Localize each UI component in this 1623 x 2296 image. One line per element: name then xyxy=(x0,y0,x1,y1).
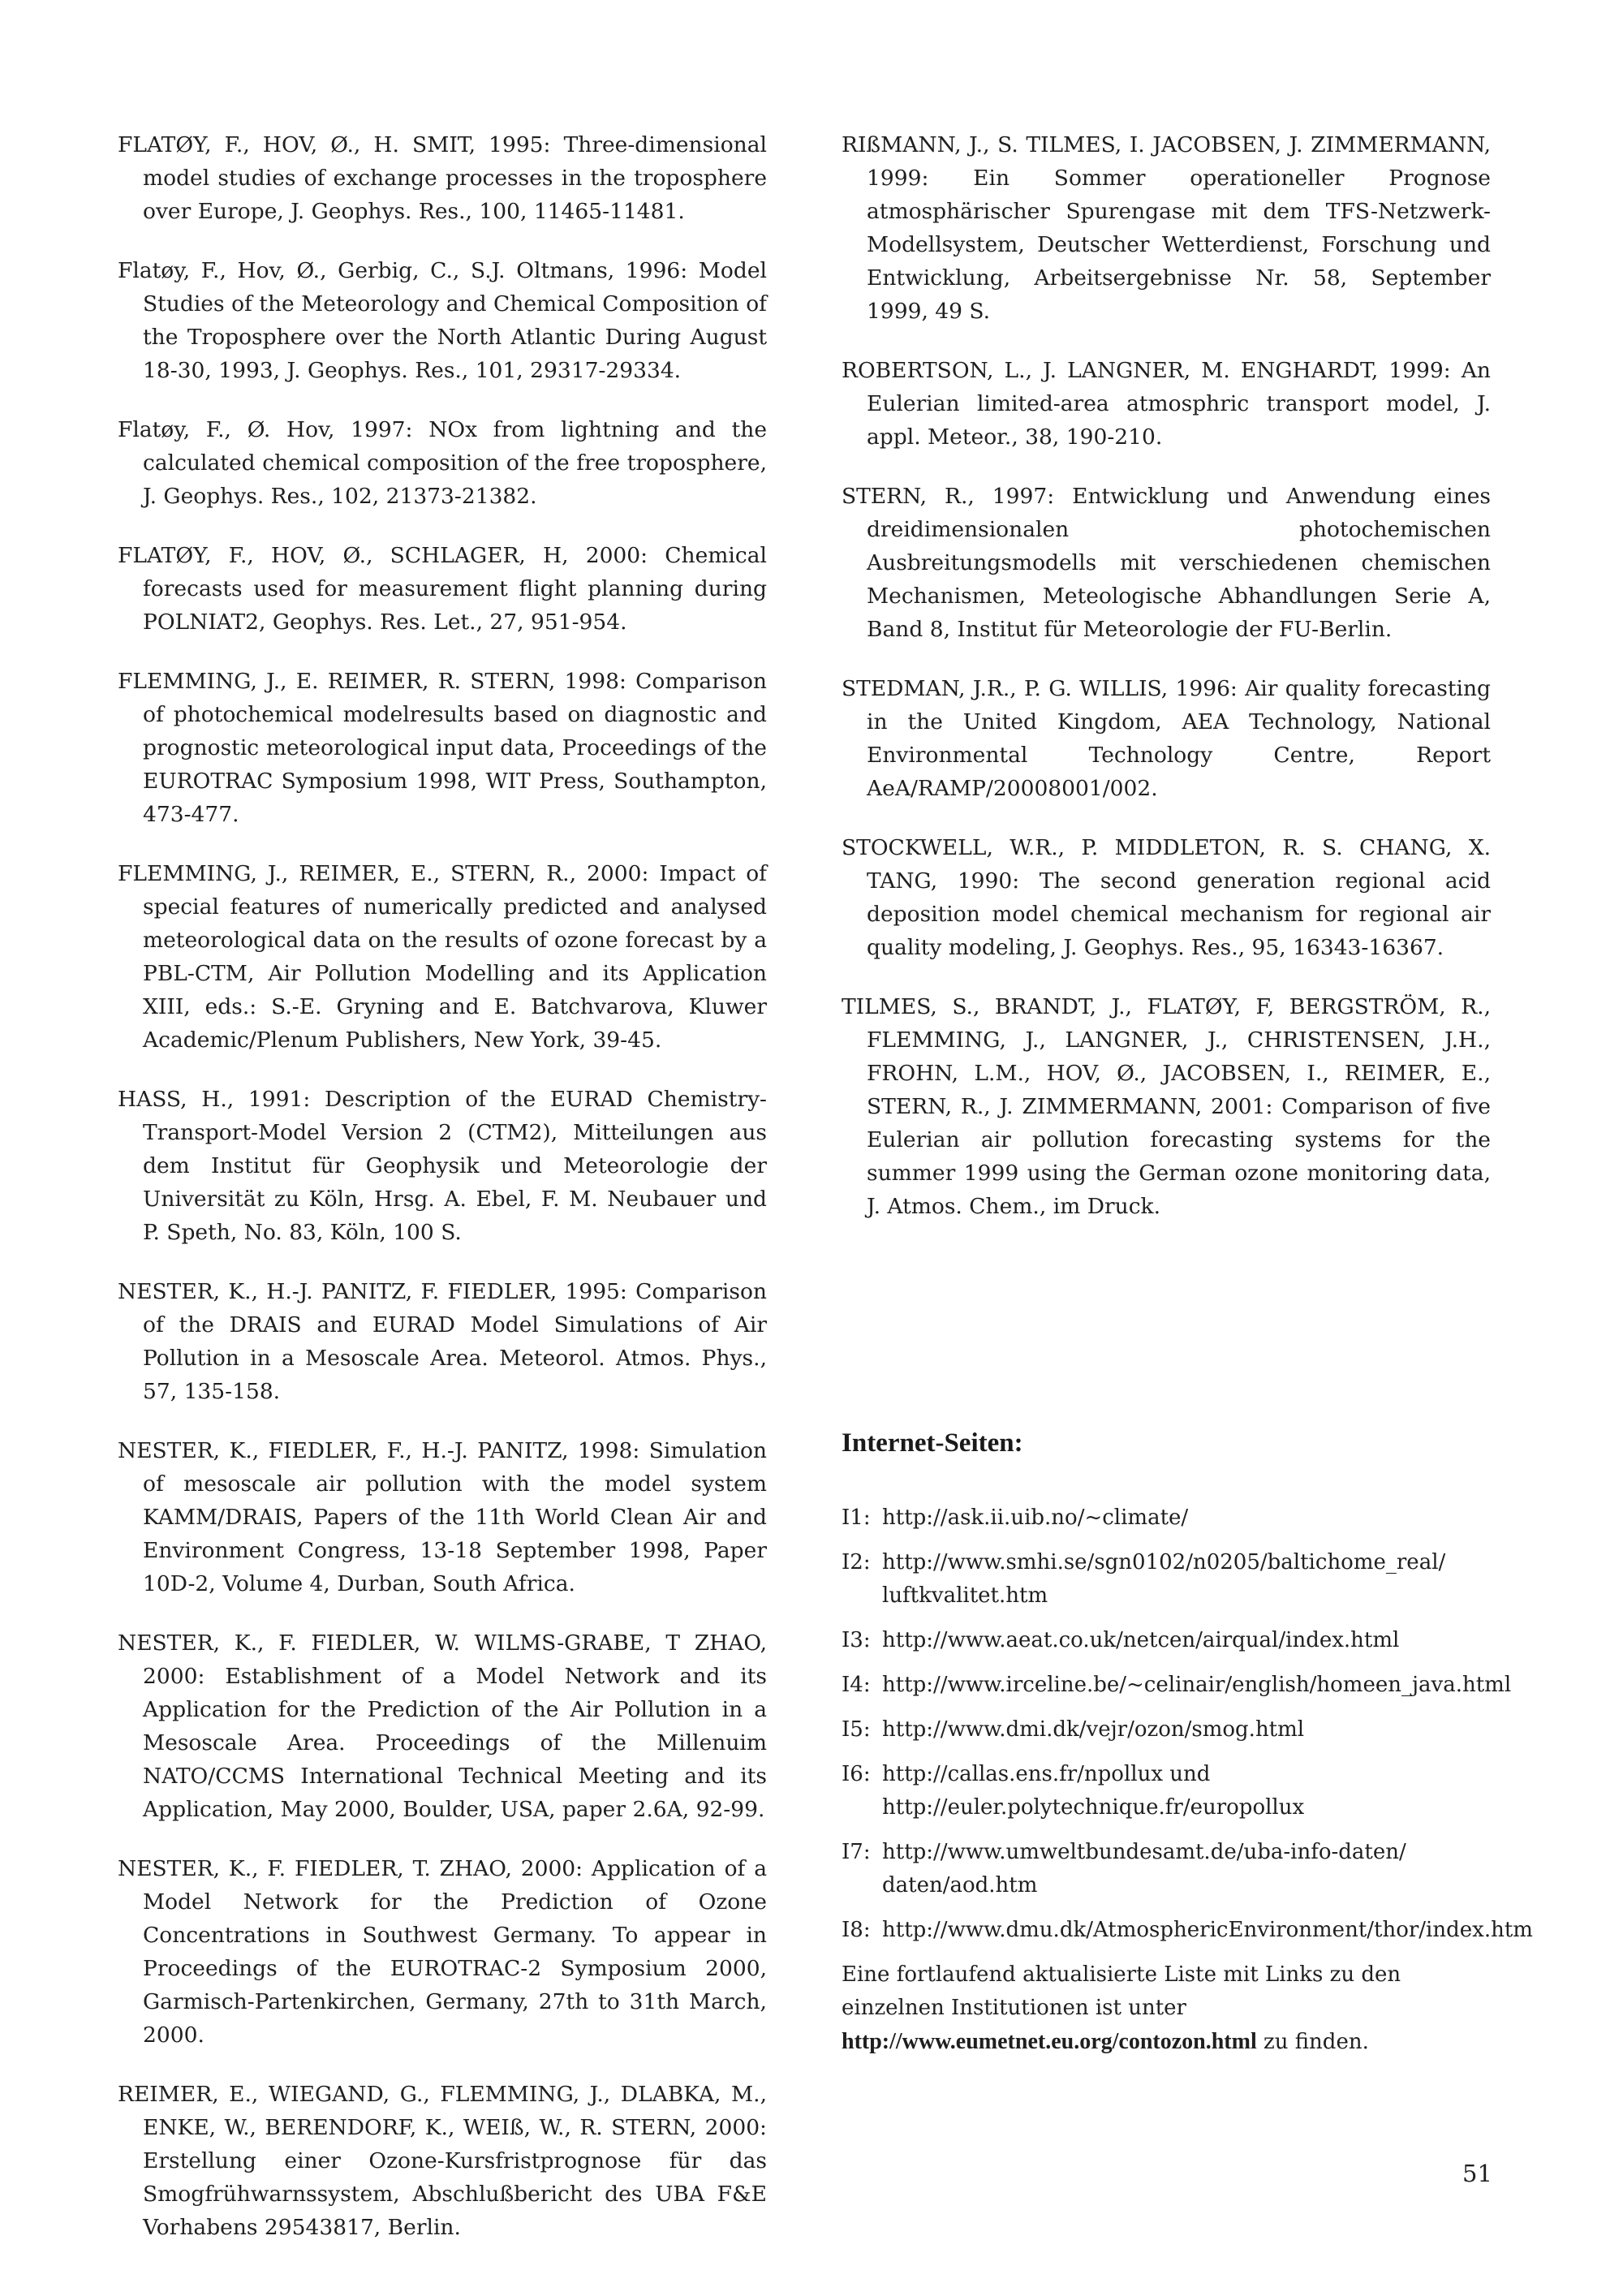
link-url[interactable]: http://www.smhi.se/sgn0102/n0205/baltichome_real/ xyxy=(882,1550,1446,1574)
internet-links-list xyxy=(842,1501,1533,2080)
internet-link-item xyxy=(842,1713,1491,1747)
reference-entry: STEDMAN, J.R., P. G. WILLIS, 1996: Air quality forecasting in the United Kingdom, AEA Technology, National Environmental Technology Centre, Report AeA/RAMP/20008001/002. xyxy=(842,676,1491,801)
note-prefix: Eine fortlaufend aktualisierte Liste mit Links zu den einzelnen Institutionen ist unter xyxy=(842,1962,1401,2020)
link-url[interactable]: http://callas.ens.fr/npollux und xyxy=(882,1762,1211,1786)
link-label: I4: xyxy=(842,1673,871,1697)
link-urls xyxy=(882,1758,1491,1824)
link-label: I8: xyxy=(842,1918,871,1942)
link-urls xyxy=(882,1546,1491,1613)
link-label: I2: xyxy=(842,1550,871,1574)
link-label: I3: xyxy=(842,1628,871,1652)
reference-entry: STERN, R., 1997: Entwicklung und Anwendung eines dreidimensionalen photochemischen Ausbreitungsmodells mit verschiedenen chemischen Mechanismen, Meteologische Abhandlungen Serie A, Band 8, Institut für Meteorologie der FU-Berlin. xyxy=(842,484,1491,642)
link-url[interactable]: http://www.dmi.dk/vejr/ozon/smog.html xyxy=(882,1717,1305,1742)
reference-entry: FLEMMING, J., E. REIMER, R. STERN, 1998: Comparison of photochemical modelresults based on diagnostic and prognostic meteorological input data, Proceedings of the EUROTRAC Symposium 1998, WIT Press, Southampton, 473-477. xyxy=(118,669,767,827)
link-url[interactable]: http://www.dmu.dk/AtmosphericEnvironment/thor/index.htm xyxy=(882,1918,1533,1942)
internet-link-item xyxy=(842,1546,1491,1613)
reference-entry: HASS, H., 1991: Description of the EURAD Chemistry-Transport-Model Version 2 (CTM2), Mitteilungen aus dem Institut für Geophysik und Meteorologie der Universität zu Köln, Hrsg. A. Ebel, F. M. Neubauer und P. Speth, No. 83, Köln, 100 S. xyxy=(118,1087,767,1245)
reference-entry: NESTER, K., FIEDLER, F., H.-J. PANITZ, 1998: Simulation of mesoscale air pollution with the model system KAMM/DRAIS, Papers of the 11th World Clean Air and Environment Congress, 13-18 September 1998, Paper 10D-2, Volume 4, Durban, South Africa. xyxy=(118,1438,767,1596)
link-urls xyxy=(882,1836,1491,1902)
link-label: I7: xyxy=(842,1840,871,1864)
left-column xyxy=(118,128,767,2270)
link-urls xyxy=(882,1501,1491,1535)
link-url[interactable]: daten/aod.htm xyxy=(882,1873,1038,1898)
reference-entry: NESTER, K., H.-J. PANITZ, F. FIEDLER, 1995: Comparison of the DRAIS and EURAD Model Simulations of Air Pollution in a Mesoscale Area. Meteorol. Atmos. Phys., 57, 135-158. xyxy=(118,1279,767,1404)
internet-link-item xyxy=(842,1758,1491,1824)
reference-entry: REIMER, E., WIEGAND, G., FLEMMING, J., DLABKA, M., ENKE, W., BERENDORF, K., WEIß, W., R. STERN, 2000: Erstellung einer Ozone-Kursfristprognose für das Smogfrühwarnssystem, Abschlußbericht des UBA F&E Vorhabens 29543817, Berlin. xyxy=(118,2082,767,2240)
link-label: I6: xyxy=(842,1762,871,1786)
reference-entry: FLEMMING, J., REIMER, E., STERN, R., 2000: Impact of special features of numerically predicted and analysed meteorological data on the results of ozone forecast by a PBL-CTM, Air Pollution Modelling and its Application XIII, eds.: S.-E. Gryning and E. Batchvarova, Kluwer Academic/Plenum Publishers, New York, 39-45. xyxy=(118,861,767,1053)
right-column xyxy=(842,128,1491,1249)
link-url[interactable]: luftkvalitet.htm xyxy=(882,1583,1048,1608)
link-urls xyxy=(882,1713,1491,1747)
reference-entry: Flatøy, F., Hov, Ø., Gerbig, C., S.J. Oltmans, 1996: Model Studies of the Meteorology and Chemical Composition of the Troposphere over the North Atlantic During August 18-30, 1993, J. Geophys. Res., 101, 29317-29334. xyxy=(118,258,767,383)
internet-link-item xyxy=(842,1624,1491,1657)
link-url[interactable]: http://euler.polytechnique.fr/europollux xyxy=(882,1795,1305,1820)
note-suffix: zu finden. xyxy=(1264,2030,1369,2054)
internet-link-item xyxy=(842,1501,1491,1535)
reference-entry: TILMES, S., BRANDT, J., FLATØY, F, BERGSTRÖM, R., FLEMMING, J., LANGNER, J., CHRISTENSEN, J.H., FROHN, L.M., HOV, Ø., JACOBSEN, I., REIMER, E., STERN, R., J. ZIMMERMANN, 2001: Comparison of five Eulerian air pollution forecasting systems for the summer 1999 using the German ozone monitoring data, J. Atmos. Chem., im Druck. xyxy=(842,994,1491,1219)
link-urls xyxy=(882,1669,1511,1702)
link-url[interactable]: http://ask.ii.uib.no/~climate/ xyxy=(882,1506,1189,1530)
reference-entry: ROBERTSON, L., J. LANGNER, M. ENGHARDT, 1999: An Eulerian limited-area atmosphric transport model, J. appl. Meteor., 38, 190-210. xyxy=(842,358,1491,450)
links-note xyxy=(842,1958,1491,2059)
reference-entry: STOCKWELL, W.R., P. MIDDLETON, R. S. CHANG, X. TANG, 1990: The second generation regional acid deposition model chemical mechanism for regional air quality modeling, J. Geophys. Res., 95, 16343-16367. xyxy=(842,835,1491,960)
internet-link-item xyxy=(842,1669,1512,1702)
link-label: I5: xyxy=(842,1717,871,1742)
link-urls xyxy=(882,1914,1533,1947)
link-url[interactable]: http://www.aeat.co.uk/netcen/airqual/index.html xyxy=(882,1628,1400,1652)
reference-entry: NESTER, K., F. FIEDLER, T. ZHAO, 2000: Application of a Model Network for the Prediction of Ozone Concentrations in Southwest Germany. To appear in Proceedings of the EUROTRAC-2 Symposium 2000, Garmisch-Partenkirchen, Germany, 27th to 31th March, 2000. xyxy=(118,1856,767,2048)
reference-entry: FLATØY, F., HOV, Ø., H. SMIT, 1995: Three-dimensional model studies of exchange processes in the troposphere over Europe, J. Geophys. Res., 100, 11465-11481. xyxy=(118,132,767,224)
reference-entry: FLATØY, F., HOV, Ø., SCHLAGER, H, 2000: Chemical forecasts used for measurement flight planning during POLNIAT2, Geophys. Res. Let., 27, 951-954. xyxy=(118,543,767,635)
link-urls xyxy=(882,1624,1491,1657)
page-number: 51 xyxy=(1462,2160,1492,2187)
reference-entry: Flatøy, F., Ø. Hov, 1997: NOx from lightning and the calculated chemical composition of the free troposphere, J. Geophys. Res., 102, 21373-21382. xyxy=(118,417,767,509)
link-label: I1: xyxy=(842,1506,871,1530)
reference-entry: NESTER, K., F. FIEDLER, W. WILMS-GRABE, T ZHAO, 2000: Establishment of a Model Network and its Application for the Prediction of the Air Pollution in a Mesoscale Area. Proceedings of the Millenuim NATO/CCMS International Technical Meeting and its Application, May 2000, Boulder, USA, paper 2.6A, 92-99. xyxy=(118,1630,767,1822)
eumetnet-link[interactable]: http://www.eumetnet.eu.org/contozon.html xyxy=(842,2029,1257,2054)
reference-entry: RIßMANN, J., S. TILMES, I. JACOBSEN, J. ZIMMERMANN, 1999: Ein Sommer operationeller Prognose atmosphärischer Spurengase mit dem TFS-Netzwerk-Modellsystem, Deutscher Wetterdienst, Forschung und Entwicklung, Arbeitsergebnisse Nr. 58, September 1999, 49 S. xyxy=(842,132,1491,324)
internet-pages-heading: Internet-Seiten: xyxy=(842,1428,1023,1458)
internet-link-item xyxy=(842,1914,1533,1947)
internet-link-item xyxy=(842,1836,1491,1902)
link-url[interactable]: http://www.umweltbundesamt.de/uba-info-daten/ xyxy=(882,1840,1406,1864)
link-url[interactable]: http://www.irceline.be/~celinair/english/homeen_java.html xyxy=(882,1673,1512,1697)
